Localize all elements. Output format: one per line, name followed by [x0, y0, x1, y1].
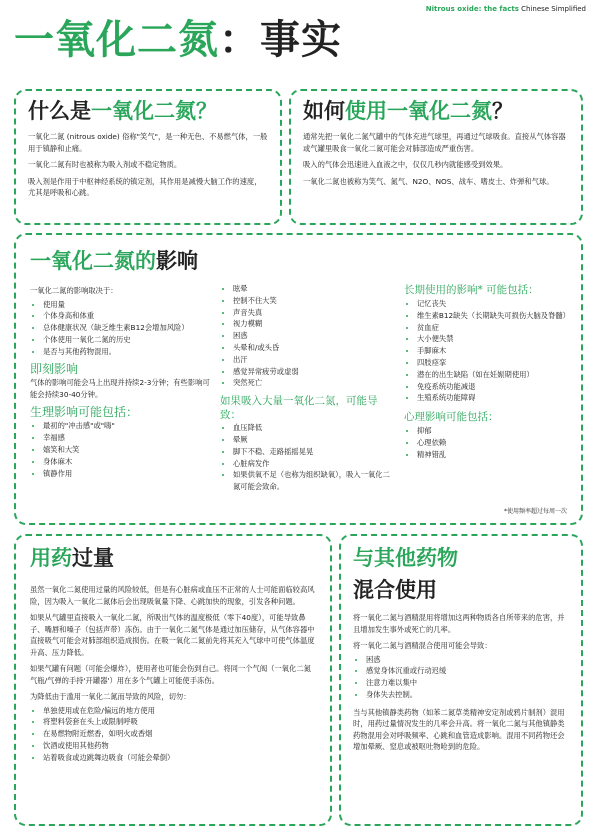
- mixing-title-green: 与其他药物: [353, 546, 458, 570]
- list-item: • 晕厥: [233, 434, 390, 446]
- list-item: • 如果供氧不足（也称为组织缺氧），吸入一氧化二氮可能会致命。: [233, 469, 390, 493]
- overdose-box: [14, 534, 332, 826]
- effects-title-green: 一氧化二氮的: [30, 249, 156, 273]
- overdose-paragraph: 如果气罐有问题（可能会爆炸），使用者也可能会伤到自己。将同一个气阀（一氧化二氮气瓶/气弹的手持'开罐器'）用在多个气罐上可能使手冻伤。: [30, 664, 311, 685]
- page-title-green: 一氧化二氮: [14, 17, 219, 63]
- physical-list: [30, 420, 215, 479]
- what-is-paragraph: 一氧化二氮 (nitrous oxide) 俗称"笑气"，是一种无色、不易燃气体，一般用于镇静和止痛。: [28, 132, 268, 153]
- long-term-title: 长期使用的影响* 可能包括：: [404, 284, 539, 296]
- list-item: • 生殖系统功能障碍: [417, 392, 576, 404]
- large-dose-title: 如果吸入大量一氧化二氮，可能导致：: [220, 395, 378, 422]
- psych-title: 心理影响可能包括：: [404, 411, 499, 424]
- page-title: [14, 14, 342, 66]
- list-item: • 血压降低: [233, 422, 390, 434]
- list-item: • 免疫系统功能减退: [417, 381, 576, 393]
- list-item: • 感觉身体沉重或行动迟缓: [366, 665, 569, 677]
- what-is-box: [14, 89, 282, 225]
- effects-title: [30, 247, 198, 275]
- mixing-paragraph: 将一氧化二氮与酒精混合使用可能会导致：: [353, 641, 492, 650]
- list-item: • 维生素B12缺失（长期缺失可损伤大脑及脊髓）: [417, 310, 576, 322]
- what-is-paragraph: 一氧化二氮有时也被称为吸入剂或不稳定物质。: [28, 160, 182, 169]
- overdose-title: [30, 544, 316, 572]
- list-item: • 最初的"冲击感"或"嗨": [43, 420, 215, 432]
- effects-col-3: [404, 283, 576, 461]
- how-used-title-black: 如何: [303, 99, 345, 123]
- list-item: • 单独使用或在危险/偏远的地方使用: [43, 705, 316, 717]
- footnote: *使用频率超过每周一次: [503, 508, 567, 515]
- how-used-title-green: 使用一氧化二氮: [345, 99, 492, 123]
- effects-col-2: [220, 283, 390, 493]
- list-item: • 嬉笑和大笑: [43, 444, 215, 456]
- tag-english: Nitrous oxide: the facts: [425, 5, 519, 13]
- large-dose-list: [220, 422, 390, 493]
- list-item: • 控制不住大笑: [233, 295, 390, 307]
- mixing-title-black: 混合使用: [353, 578, 437, 602]
- list-item: • 手脚麻木: [417, 345, 576, 357]
- list-item: • 四肢痉挛: [417, 357, 576, 369]
- list-item: • 镇静作用: [43, 468, 215, 480]
- mixing-list: [353, 654, 569, 701]
- mixing-paragraph: 将一氧化二氮与酒精混用将增加这两种物质各自所带来的危害，并且增加发生事外或死亡的几率。: [353, 613, 565, 634]
- overdose-list: [30, 705, 316, 764]
- list-item: • 感觉异常疲劳或虚弱: [233, 366, 390, 378]
- list-item: • 困惑: [233, 330, 390, 342]
- effects-intro: 一氧化二氮的影响取决于：: [30, 286, 118, 295]
- header-tag: [426, 5, 586, 13]
- list-item: • 身体麻木: [43, 456, 215, 468]
- overdose-paragraph: 为降低由于滥用一氧化二氮而导致的风险，切勿：: [30, 692, 191, 701]
- psych-list: [404, 425, 576, 460]
- list-item: • 将塑料袋套在头上或限制呼吸: [43, 716, 316, 728]
- list-item: • 个体使用一氧化二氮的历史: [43, 334, 215, 346]
- list-item: • 站着吸食或边跳舞边吸食（可能会晕倒）: [43, 752, 316, 764]
- list-item: • 饮酒或使用其他药物: [43, 740, 316, 752]
- list-item: • 注意力难以集中: [366, 677, 569, 689]
- what-is-paragraph: 吸入剂是作用于中枢神经系统的镇定剂，其作用是减慢大脑工作的速度，尤其是呼吸和心跳。: [28, 176, 262, 197]
- list-item: • 个体身高和体重: [43, 310, 215, 322]
- list-item: • 身体失去控制。: [366, 689, 569, 701]
- list-item: • 声音失真: [233, 307, 390, 319]
- how-used-paragraph: 通常先把一氧化二氮气罐中的气体充进气球里，再通过气球吸食。直接从气体容器或气罐里吸食一氧化二氮可能会对肺部造成严重伤害。: [303, 132, 566, 153]
- page-title-black: ：事实: [219, 17, 342, 63]
- list-item: • 心脏病发作: [233, 458, 390, 470]
- list-item: • 总体健康状况（缺乏维生素B12会增加风险）: [43, 322, 215, 334]
- list-item: • 头晕和/或头昏: [233, 342, 390, 354]
- immediate-title: 即刻影响: [30, 362, 79, 377]
- list-item: • 视力模糊: [233, 318, 390, 330]
- list-item: • 抑郁: [417, 425, 576, 437]
- how-used-paragraph: 一氧化二氮也被称为笑气、氮气、N2O、NOS、战车、嗜皮士、炸弹和气球。: [303, 176, 554, 186]
- what-is-title: [28, 97, 268, 125]
- list-item: • 潜在的出生缺陷（如在妊娠期使用）: [417, 369, 576, 381]
- tag-language: Chinese Simplified: [521, 5, 586, 13]
- physical-title: 生理影响可能包括：: [30, 405, 139, 420]
- effects-title-black: 影响: [156, 249, 198, 273]
- effects-box: [14, 233, 583, 525]
- mixing-box: [339, 534, 583, 826]
- mixing-paragraph: 当与其他镇静类药物（如苯二氮草类精神安定剂或鸦片制剂）混用时，用药过量情况发生的几率会升高。将一氧化二氮与其他镇静类药物混用会对呼吸频率、心跳和血管造成影响。混用不同药物还会增加晕厥、窒息或被呕吐物呛到的危险。: [353, 707, 565, 752]
- list-item: • 心理依赖: [417, 437, 576, 449]
- list-item: • 困惑: [366, 654, 569, 666]
- overdose-paragraph: 虽然一氧化二氮使用过量的风险较低，但是有心脏病或血压不正常的人士可能面临较高风险，因为吸入一氧化二氮体后会出现吸氧量下降、心跳加快的现象，引发各种问题。: [30, 585, 315, 606]
- how-used-paragraph: 吸入的气体会迅速进入血液之中，仅仅几秒内就能感受到效果。: [303, 160, 508, 169]
- list-item: • 脚下不稳、走路摇摇晃晃: [233, 446, 390, 458]
- immediate-text: 气体的影响可能会马上出现并持续2-3分钟；有些影响可能会持续30-40分钟。: [30, 378, 210, 399]
- how-used-title-mark: ？: [492, 99, 513, 123]
- list-item: • 贫血症: [417, 322, 576, 334]
- list-item: • 出汗: [233, 354, 390, 366]
- list-item: • 是否与其他药物混用。: [43, 346, 215, 358]
- effects-list-2: [220, 283, 390, 389]
- list-item: • 记忆丧失: [417, 298, 576, 310]
- list-item: • 突然死亡: [233, 377, 390, 389]
- list-item: • 精神错乱: [417, 449, 576, 461]
- overdose-title-green: 用药: [30, 546, 72, 570]
- list-item: • 幸福感: [43, 432, 215, 444]
- how-used-box: [289, 89, 583, 225]
- list-item: • 眩晕: [233, 283, 390, 295]
- overdose-title-black: 过量: [72, 546, 114, 570]
- long-term-list: [404, 298, 576, 404]
- list-item: • 大小便失禁: [417, 333, 576, 345]
- list-item: • 使用量: [43, 299, 215, 311]
- how-used-title: [303, 97, 569, 125]
- what-is-title-green: 一氧化二氮？: [91, 99, 217, 123]
- list-item: • 在易燃物附近燃香，如明火或香烟: [43, 728, 316, 740]
- what-is-title-black: 什么是: [28, 99, 91, 123]
- effects-col-1: [30, 285, 215, 479]
- factors-list: [30, 299, 215, 358]
- overdose-paragraph: 如果从气罐里直接吸入一氧化二氮，所吸出气体的温度极低（零下40度），可能导致鼻子、嘴唇和嗓子（包括声带）冻伤。由于一氧化二氮气体是通过加压储存，从气体容器中直接吸气可能会对肺部组织造成损伤。在吸一氧化二氮前先将其充入气球中可使气体温度升高、压力降低。: [30, 613, 315, 657]
